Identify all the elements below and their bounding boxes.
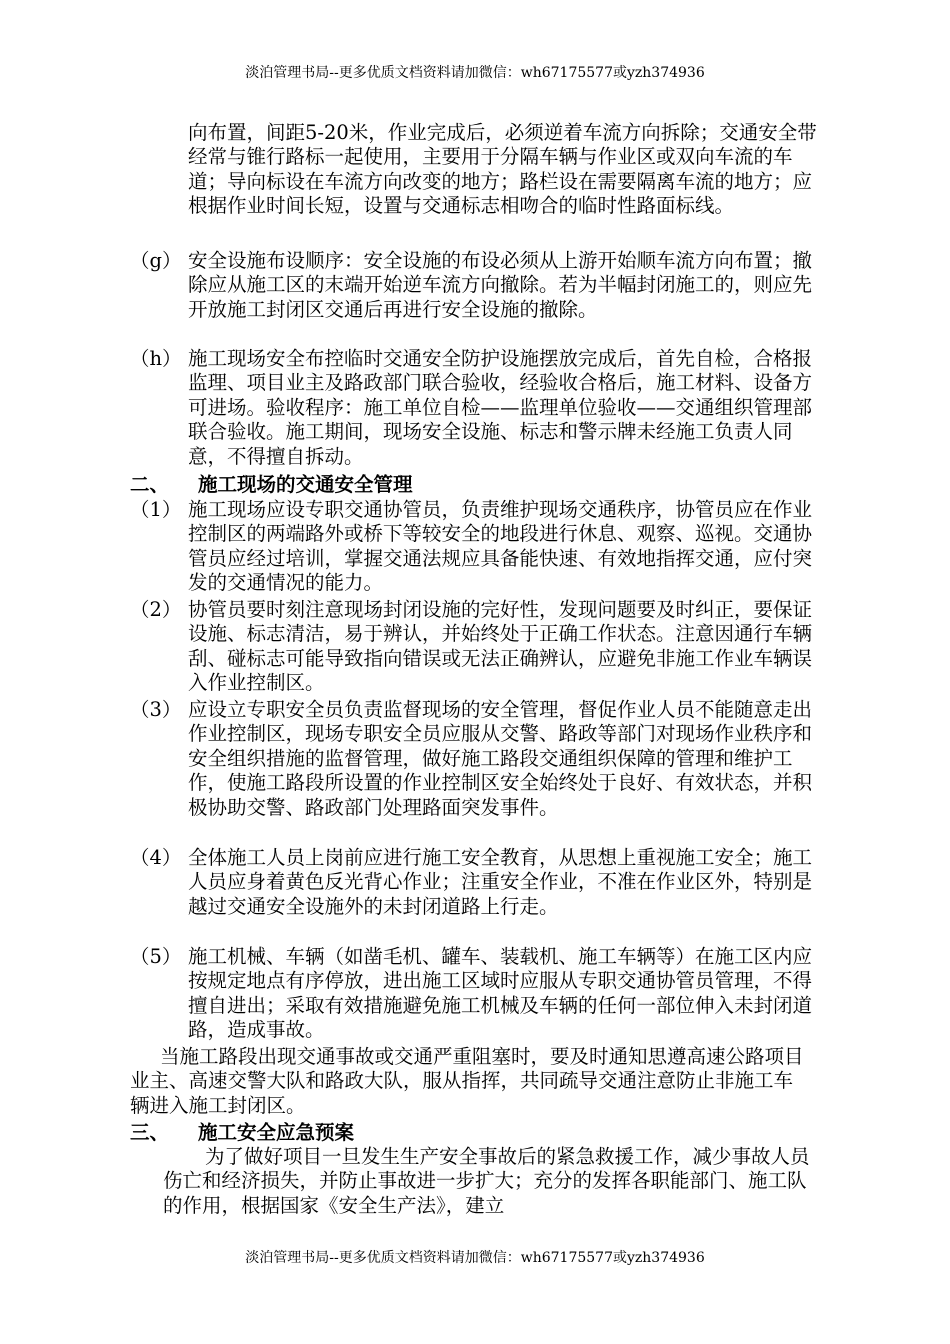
item-text: 施工现场应设专职交通协管员，负责维护现场交通秩序，协管员应在作业控制区的两端路外或桥下等较安全的地段进行休息、观察、巡视。交通协管员应经过培训，掌握交通法规应具备能快速、有效地指挥交通，应付突发的交通情况的能力。 <box>188 498 813 595</box>
list-item-1 <box>130 498 825 596</box>
list-item-g <box>130 249 825 322</box>
list-item-2 <box>130 598 825 696</box>
continuation-text: 向布置，间距5-20米，作业完成后，必须逆着车流方向拆除；交通安全带经常与锥行路标一起使用，主要用于分隔车辆与作业区或双向车流的车道；导向标设在车流方向改变的地方；路栏设在需要隔离车流的地方；应根据作业时间长短，设置与交通标志相吻合的临时性路面标线。 <box>188 121 817 218</box>
body-paragraph-3: 为了做好项目一旦发生生产安全事故后的紧急救援工作，减少事故人员伤亡和经济损失，并防止事故进一步扩大；充分的发挥各职能部门、施工队的作用，根据国家《安全生产法》，建立 <box>163 1145 810 1217</box>
body-paragraph: 当施工路段出现交通事故或交通严重阻塞时，要及时通知思遵高速公路项目业主、高速交警大队和路政大队，服从指挥，共同疏导交通注意防止非施工车辆进入施工封闭区。 <box>130 1045 804 1117</box>
list-item-5 <box>130 945 825 1043</box>
item-label: （4） <box>130 846 182 869</box>
list-item-h <box>130 347 825 469</box>
item-label: （1） <box>130 498 182 521</box>
section-title: 施工安全应急预案 <box>198 1121 355 1144</box>
item-label: （3） <box>130 698 182 721</box>
section-number: 二、 <box>130 473 170 496</box>
item-text: 安全设施布设顺序：安全设施的布设必须从上游开始顺车流方向布置；撤除应从施工区的末端开始逆车流方向撤除。若为半幅封闭施工的，则应先开放施工封闭区交通后再进行安全设施的撤除。 <box>188 249 813 321</box>
list-item-4 <box>130 846 825 919</box>
item-label: （h） <box>130 347 182 370</box>
item-text: 施工现场安全布控临时交通安全防护设施摆放完成后，首先自检，合格报监理、项目业主及路政部门联合验收，经验收合格后，施工材料、设备方可进场。验收程序：施工单位自检——监理单位验收——交通组织管理部联合验收。施工期间，现场安全设施、标志和警示牌未经施工负责人同意，不得擅自拆动。 <box>188 347 813 468</box>
item-text: 全体施工人员上岗前应进行施工安全教育，从思想上重视施工安全；施工人员应身着黄色反光背心作业；注重安全作业，不准在作业区外，特别是越过交通安全设施外的未封闭道路上行走。 <box>188 846 813 918</box>
section-number: 三、 <box>130 1121 170 1144</box>
list-item-3 <box>130 698 825 820</box>
item-label: （5） <box>130 945 182 968</box>
section-title: 施工现场的交通安全管理 <box>198 473 413 496</box>
page-footer: 淡泊管理书局--更多优质文档资料请加微信：wh67175577或yzh374936 <box>245 1250 705 1266</box>
item-label: （2） <box>130 598 182 621</box>
item-text: 协管员要时刻注意现场封闭设施的完好性，发现问题要及时纠正，要保证设施、标志清洁，易于辨认，并始终处于正确工作状态。注意因通行车辆刮、碰标志可能导致指向错误或无法正确辨认，应避免非施工作业车辆误入作业控制区。 <box>188 598 813 695</box>
item-text: 施工机械、车辆（如凿毛机、罐车、装载机、施工车辆等）在施工区内应按规定地点有序停放，进出施工区域时应服从专职交通协管员管理，不得擅自进出；采取有效措施避免施工机械及车辆的任何一部位伸入未封闭道路，造成事故。 <box>188 945 813 1042</box>
item-label: （g） <box>130 249 182 272</box>
page-header: 淡泊管理书局--更多优质文档资料请加微信：wh67175577或yzh374936 <box>245 65 705 81</box>
item-text: 应设立专职安全员负责监督现场的安全管理，督促作业人员不能随意走出作业控制区，现场专职安全员应服从交警、路政等部门对现场作业秩序和安全组织措施的监督管理，做好施工路段交通组织保障的管理和维护工作，使施工路段所设置的作业控制区安全始终处于良好、有效状态，并积极协助交警、路政部门处理路面突发事件。 <box>188 698 813 819</box>
